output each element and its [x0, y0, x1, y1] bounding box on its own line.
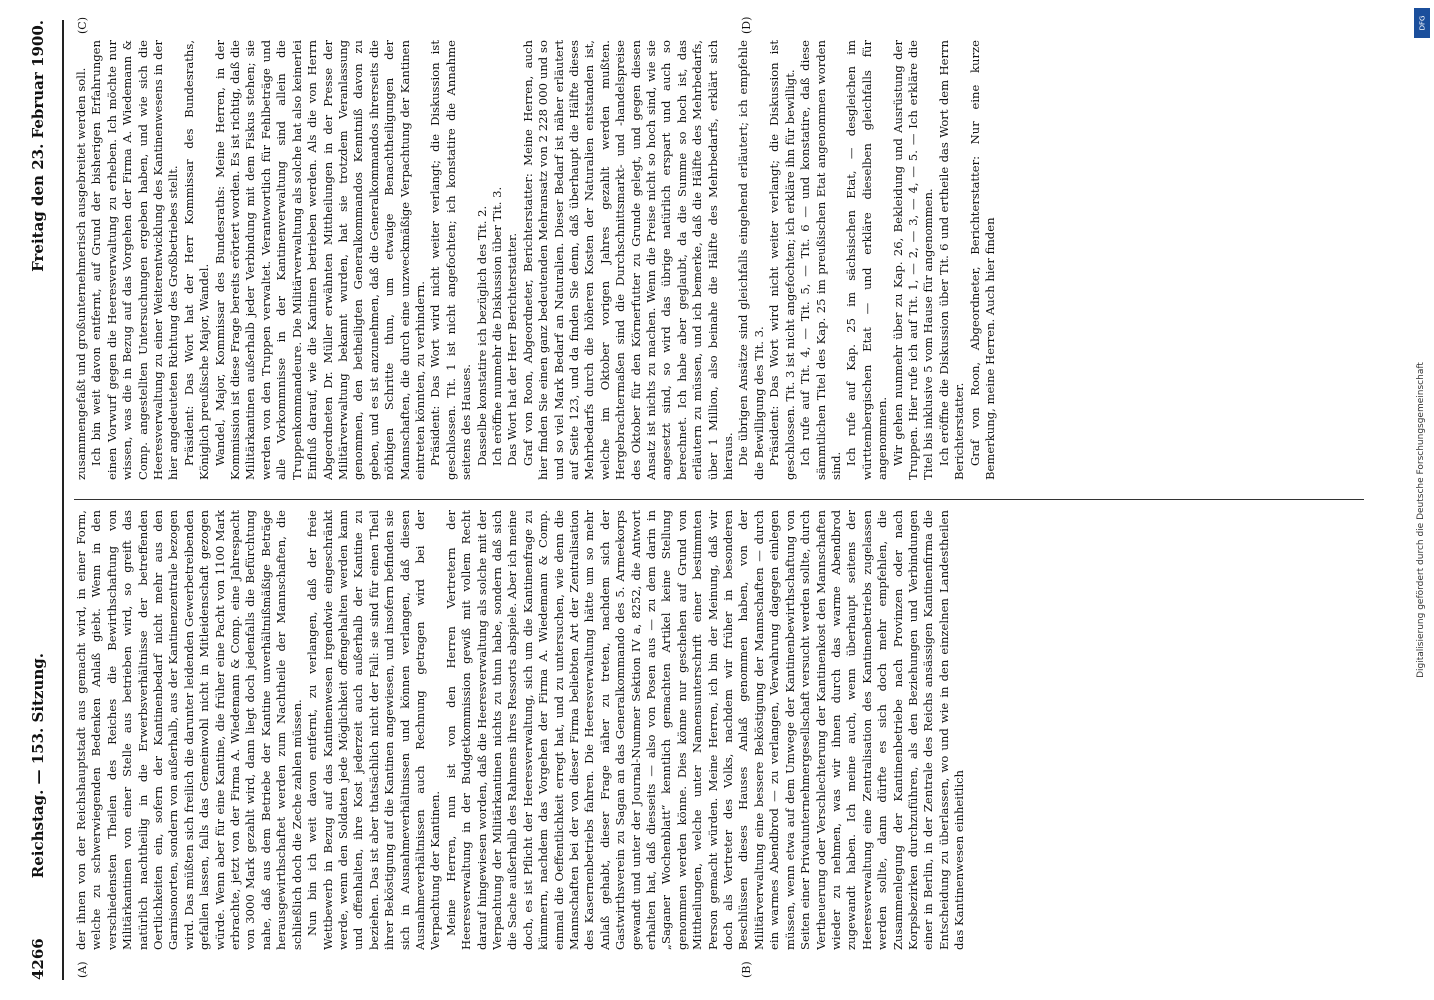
- margin-label-c: (C): [76, 17, 89, 34]
- left-column: [74, 510, 1364, 950]
- paragraph: Präsident: Das Wort wird nicht weiter verlangt; die Diskussion ist geschlossen. Tit. 1 ist nicht angefochten; ich konstatire die Annahme seitens des Hauses.: [428, 40, 474, 480]
- paragraph: Ich bin weit davon entfernt, auf Grund der bisherigen Erfahrungen einen Vorwurf gegen die Heeresverwaltung zu erheben. Ich möchte nur wissen, was die in Bezug auf das Vorgehen der Firma A. Wiedemann & Comp. angestellten Untersuchungen ergeben haben, und wie sich die Heeresverwaltung zu einer Weiterentwicklung des Kantinenwesens in der hier angedeuteten Richtung des Großbetriebes stellt.: [89, 40, 181, 480]
- paragraph: Nun bin ich weit davon entfernt, zu verlangen, daß der freie Wettbewerb in Bezug auf das Kantinenwesen irgendwie eingeschränkt werde, wenn den Soldaten jede Möglichkeit offengehalten werden kann und offenhalten, ihre Kost jederzeit auch außerhalb der Kantine zu beziehen. Das ist aber thatsächlich nicht der Fall: sie sind für einen Theil ihrer Beköstigung auf die Kantinen angewiesen, und insofern befinden sie sich in Ausnahmeverhältnissen und können verlangen, daß diesen Ausnahmeverhältnissen auch Rechnung getragen wird bei der Verpachtung der Kantinen.: [305, 510, 443, 950]
- paragraph: Meine Herren, nun ist von den Herren Vertretern der Heeresverwaltung in der Budgetkommission gewiß mit vollem Recht darauf hingewiesen worden, daß die Heeresverwaltung als solche mit der Verpachtung der Militärkantinen nichts zu thun habe, sondern daß sich die Sache außerhalb des Rahmens ihres Ressorts abspiele. Aber ich meine doch, es ist Pflicht der Heeresverwaltung, sich um die Kantinenfrage zu kümmern, nachdem das Vorgehen der Firma A. Wiedemann & Comp. einmal die Oeffentlichkeit erregt hat, und zu untersuchen, wie denn die Mannschaften bei der von dieser Firma beliebten Art der Zentralisation des Kasernenbetriebs fahren. Die Heeresverwaltung hätte um so mehr Anlaß gehabt, dieser Frage näher zu treten, nachdem sich der Gastwirthsverein zu Sagan an das Generalkommando des 5. Armeekorps gewandt und unter der Journal-Nummer Sektion IV a, 8252, die Antwort erhalten hat, daß diesseits — also von Posen aus — zu dem darin in „Saganer Wochenblatt“ kenntlich gemachten Artikel keine Stellung genommen werden könne. Dies könne nur geschehen auf Grund von Mittheilungen, welche unter Namensunterschrift einer bestimmten Person gemacht würden. Meine Herren, ich bin der Meinung, daß wir doch als Vertreter des Volks, nachdem wir früher in besonderen Beschlüssen dieses Hauses Anlaß genommen haben, von der Militärverwaltung eine bessere Beköstigung der Mannschaften — durch ein warmes Abendbrod — zu verlangen, Verwahrung dagegen einlegen müssen, wenn etwa auf dem Umwege der Kantinenbewirthschaftung von Seiten einer Privatunternehmergesellschaft versucht werden sollte, durch Vertheuerung oder Verschlechterung der Kantinenkost den Mannschaften wieder zu nehmen, was wir ihnen durch das warme Abendbrod zugewandt haben. Ich meine auch, wenn überhaupt seitens der Heeresverwaltung eine Zentralisation des Kantinenbetriebs zugelassen werden sollte, dann dürfte es sich doch mehr empfehlen, die Zusammenlegung der Kantinenbetriebe nach Provinzen oder nach Korpsbezirken durchzuführen, als den Beziehungen und Verbindungen einer in Berlin, in der Zentrale des Reichs ansässigen Kantinenfirma die Entscheidung zu überlassen, wo und wie in den einzelnen Landestheilen das Kantinenwesen einheitlich: [443, 510, 967, 950]
- paragraph: Präsident: Das Wort hat der Herr Kommissar des Bundesraths, Königlich preußische Major, Wandel.: [181, 40, 212, 480]
- dfg-logo-text: DFG: [1418, 15, 1426, 31]
- session-date: Freitag den 23. Februar 1900.: [29, 20, 47, 272]
- digitization-note: [1412, 40, 1430, 1000]
- margin-label-d: (D): [740, 16, 753, 34]
- paragraph: Das Wort hat der Herr Berichterstatter.: [505, 232, 520, 466]
- paragraph: Graf von Roon, Abgeordneter, Berichterstatter: Meine Herren, auch hier finden Sie einen ganz bedeutenden Mehransatz von 2 228 000 und so und so viel Mark Bedarf an Naturalien. Dieser Bedarf ist näher erläutert auf Seite 123, und da finden Sie denn, daß überhaupt die Hälfte dieses Mehrbedarfs durch die höheren Kosten der Naturalien entstanden ist, welche im Oktober vorigen Jahres gezahlt werden mußten. Hergebrachtermaßen sind die Durchschnittsmarkt- und -handelspreise des Oktober für den Körnerfutter zu Grunde gelegt, und gegen diesen Ansatz ist nichts zu machen. Wenn die Preise nicht so hoch sind, wie sie angesetzt sind, so wird das übrige natürlich erspart und auch so berechnet. Ich habe aber geglaubt, da die Summe so hoch ist, das erläutern zu müssen, und ich bemerke, daß die Hälfte des Mehrbedarfs, über 1 Million, also beinahe die Hälfte des Mehrbedarfs, erklärt sich hieraus.: [520, 40, 736, 480]
- paragraph: Präsident: Das Wort wird nicht weiter verlangt; die Diskussion ist geschlossen. Tit. 3 ist nicht angefochten; ich erkläre ihn für bewilligt.: [767, 40, 797, 480]
- paragraph: Die übrigen Ansätze sind gleichfalls eingehend erläutert; ich empfehle die Bewilligung des Tit. 3.: [736, 40, 766, 480]
- margin-label-b: (B): [740, 961, 753, 978]
- dfg-logo: [1414, 8, 1430, 38]
- paragraph: Ich rufe auf Tit. 4, — Tit. 5, — Tit. 6 — und konstatire, daß diese sämmtlichen Titel des Kap. 25 im preußischen Etat angenommen worden sind.: [798, 40, 843, 480]
- paragraph: Dasselbe konstatire ich bezüglich des Tit. 2.: [474, 205, 489, 466]
- page-header: [18, 20, 58, 980]
- paragraph: Ich eröffne nunmehr die Diskussion über Tit. 3.: [489, 186, 504, 466]
- right-column: [74, 40, 1364, 480]
- column-divider: [74, 499, 1364, 500]
- paragraph: Ich rufe auf Kap. 25 im sächsischen Etat, — desgleichen im württembergischen Etat — und erkläre dieselben gleichfalls für angenommen.: [844, 40, 890, 480]
- paragraph: der ihnen von der Reichshauptstadt aus gemacht wird, in einer Form, welche zu schwerwiegenden Bedenken Anlaß giebt. Wenn in den verschiedensten Theilen des Reiches die Bewirthschaftung von Militärkantinen von einer Stelle aus betrieben wird, so greift das natürlich nachtheilig in die Erwerbsverhältnisse der betreffenden Oertlichkeiten ein, sofern der Kantinenbedarf nicht mehr aus den Garnisonorten, sondern von außerhalb, aus der Kantinenzentrale bezogen wird. Das müßten sich freilich die darunter leidenden Gewerbetreibenden gefallen lassen, falls das Gemeinwohl nicht in Mitleidenschaft gezogen würde. Wenn aber für eine Kantine, die früher eine Pacht von 1100 Mark erbrachte, jetzt von der Firma A. Wiedemann & Comp. eine Jahrespacht von 3000 Mark gezahlt wird, dann liegt doch jedenfalls die Befürchtung nahe, daß aus dem Betriebe der Kantine unverhältnißmäßige Beträge herausgewirthschaftet werden zum Nachtheile der Mannschaften, die schließlich doch die Zeche zahlen müssen.: [74, 510, 304, 950]
- paragraph: Ich eröffne die Diskussion über Tit. 6 und ertheile das Wort dem Herrn Berichterstatter.: [936, 40, 967, 480]
- session-title: Reichstag. — 153. Sitzung.: [29, 653, 47, 879]
- digitization-note-text: Digitalisierung gefördert durch die Deutsche Forschungsgemeinschaft: [1416, 362, 1427, 678]
- paragraph: Wir gehen nunmehr über zu Kap. 26, Bekleidung und Ausrüstung der Truppen. Hier rufe ich auf Tit. 1, — 2, — 3, — 4, — 5. — Ich erkläre die Titel bis inklusive 5 vom Hause für angenommen.: [890, 40, 936, 480]
- header-rule: [62, 20, 64, 980]
- paragraph: Graf von Roon, Abgeordneter, Berichterstatter: Nur eine kurze Bemerkung, meine Herren. Auch hier finden: [967, 40, 997, 480]
- paragraph: Wandel, Major, Kommissar des Bundesraths: Meine Herren, in der Kommission ist diese Frage bereits erörtert worden. Es ist richtig, daß die Militärkantinen außerhalb jeder Verbindung mit dem Fiskus stehen; sie werden von den Truppen verwaltet. Verantwortlich für Fehlbeträge und alle Vorkommnisse in der Kantinenverwaltung sind allein die Truppenkommandeure. Die Militärverwaltung als solche hat also keinerlei Einfluß darauf, wie die Kantinen betrieben werden. Als die von Herrn Abgeordneten Dr. Müller erwähnten Mittheilungen in der Presse der Militärverwaltung bekannt wurden, hat sie trotzdem Veranlassung genommen, den betheiligten Generalkommandos Kenntniß davon zu geben, und es ist anzunehmen, daß die Generalkommandos ihrerseits die nöthigen Schritte thun, um etwaige Benachtheiligungen der Mannschaften, die durch eine unzweckmäßige Verpachtung der Kantinen eintreten könnten, zu verhindern.: [212, 40, 427, 480]
- margin-label-a: (A): [76, 961, 89, 978]
- paragraph: zusammengefaßt und großunternehmerisch ausgebreitet werden soll.: [74, 67, 88, 480]
- page-number: 4266: [29, 938, 47, 980]
